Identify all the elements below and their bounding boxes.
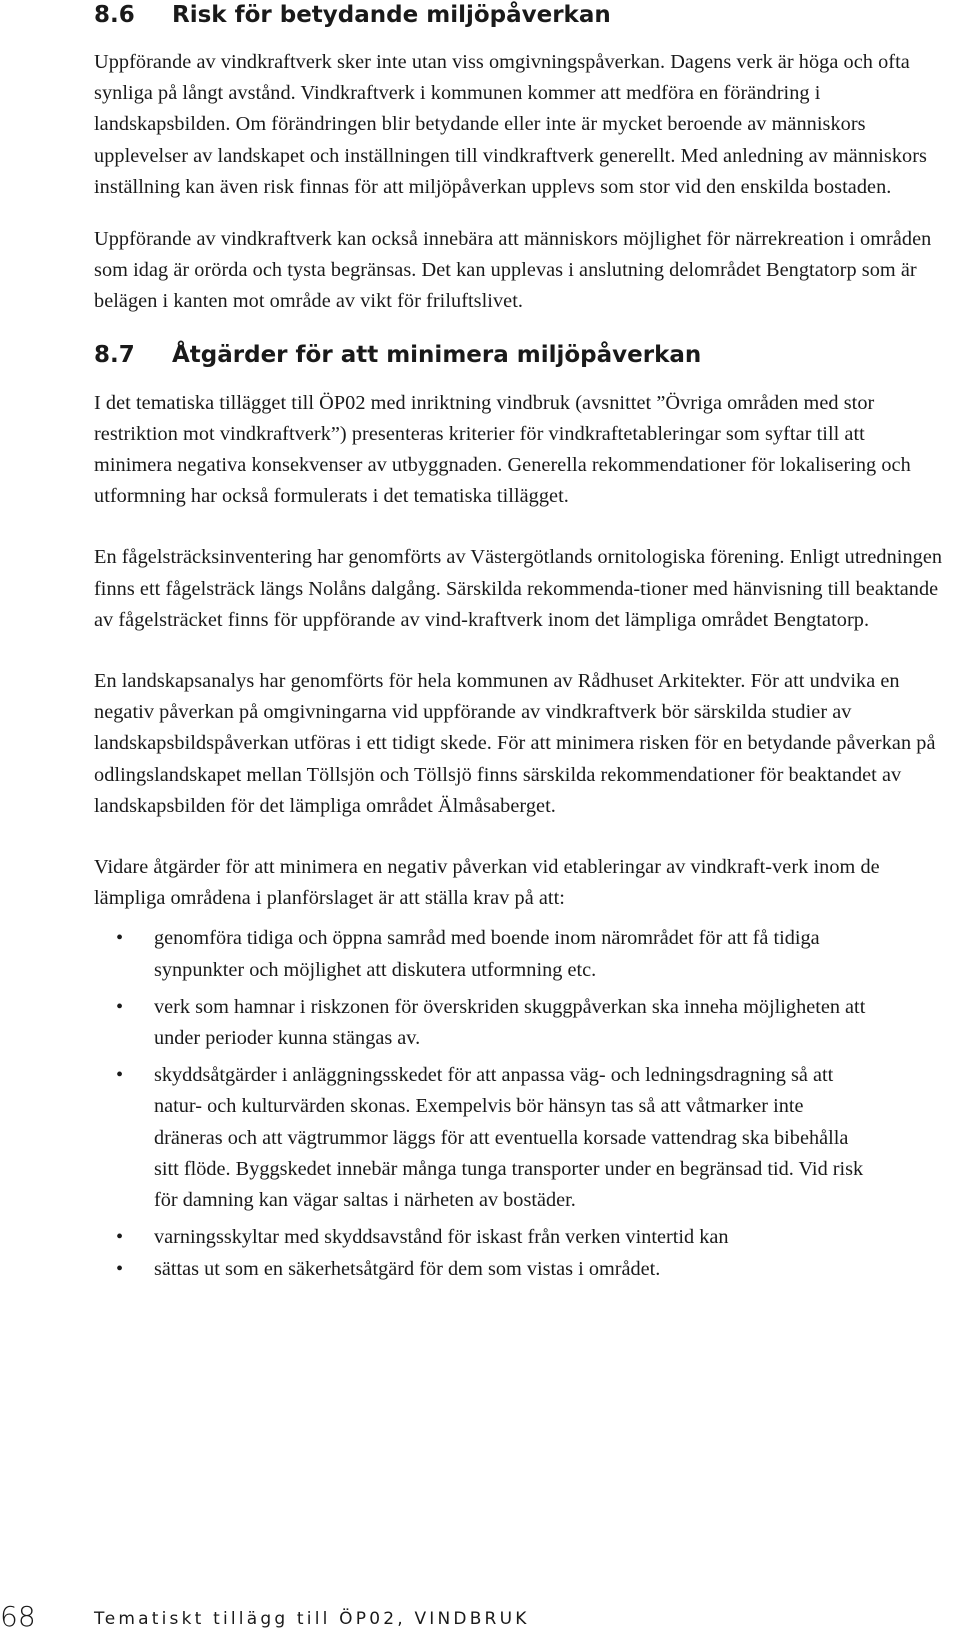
section-heading: [94, 0, 946, 30]
body-paragraph: Uppförande av vindkraftverk kan också innebära att människors möjlighet för närrekreation i områden som idag är orörda och tysta begränsas. Det kan upplevas i anslutning delområdet Bengtatorp som är belägen i kanten mot område av vikt för friluftslivet.: [94, 228, 932, 313]
list-item: [94, 1222, 874, 1253]
list-item: [94, 1254, 874, 1285]
section-number: 8.7: [94, 341, 135, 368]
bullet-icon: •: [116, 995, 124, 1018]
body-paragraph: I det tematiska tillägget till ÖP02 med inriktning vindbruk (avsnittet ”Övriga områden med stor restriktion mot vindkraftverk”) presenteras kriterier för vindkraftetableringar som syftar till att minimera negativa konsekvenser av utbyggnaden. Generella rekommendationer för lokalisering och utformning har också formulerats i det tematiska tillägget.: [94, 391, 911, 508]
page-footer: [0, 1600, 960, 1643]
body-paragraph: Uppförande av vindkraftverk sker inte utan viss omgivningspåverkan. Dagens verk är höga och ofta synliga på långt avstånd. Vindkraftverk i kommunen kommer att medföra en förändring i landskapsbilden. Om förändringen blir betydande eller inte är mycket beroende av människors upplevelser av landskapet och inställningen till vindkraftverk generellt. Med anledning av människors inställning kan även risk finnas för att miljöpåverkan upplevs som stor vid den enskilda bostaden.: [94, 51, 927, 198]
section-title: Risk för betydande miljöpåverkan: [172, 2, 611, 28]
body-paragraph: Vidare åtgärder för att minimera en negativ påverkan vid etableringar av vindkraft-verk inom de lämpliga områdena i planförslaget är att ställa krav på att:: [94, 856, 880, 910]
bullet-icon: •: [116, 1257, 124, 1280]
list-item: [94, 1060, 874, 1216]
bullet-icon: •: [116, 1064, 124, 1087]
section-number: 8.6: [94, 2, 135, 28]
list-item-text: verk som hamnar i riskzonen för överskriden skuggpåverkan ska inneha möjligheten att under perioder kunna stängas av.: [154, 995, 866, 1050]
list-item-text: skyddsåtgärder i anläggningsskedet för att anpassa väg- och ledningsdragning så att natur- och kulturvärden skonas. Exempelvis bör hänsyn tas så att våtmarker inte dräneras och att vägtrummor läggs för att eventuella korsade vattendrag ska bibehålla sitt flöde. Byggskedet innebär många tunga transporter under en begränsad tid. Vid risk för damning kan vägar saltas i närheten av bostäder.: [154, 1064, 864, 1212]
bullet-icon: •: [116, 1226, 124, 1249]
section-title: Åtgärder för att minimera miljöpåverkan: [172, 341, 702, 368]
list-item-text: genomföra tidiga och öppna samråd med boende inom närområdet för att få tidiga synpunkter och möjlighet att diskutera utformning etc.: [154, 927, 820, 981]
list-item: [94, 923, 874, 985]
body-paragraph: En fågelsträcksinventering har genomförts av Västergötlands ornitologiska förening. Enligt utredningen finns ett fågelsträck längs Nolåns dalgång. Särskilda rekommenda-tioner med hänvisning till beaktande av fågelsträcket finns för uppförande av vind-kraftverk inom det lämpliga området Bengtatorp.: [94, 546, 943, 631]
running-head: Tematiskt tillägg till ÖP02, VINDBRUK: [94, 1609, 530, 1629]
body-paragraph: En landskapsanalys har genomförts för hela kommunen av Rådhuset Arkitekter. För att undvika en negativ påverkan på omgivningarna vid uppförande av vindkraftverk bör särskilda studier av landskapsbildspåverkan utföras i ett tidigt skede. För att minimera risken för en betydande påverkan på odlingslandskapet mellan Töllsjön och Töllsjö finns särskilda rekommendationer för beaktandet av landskapsbilden för det lämpliga området Älmåsaberget.: [94, 670, 936, 817]
bullet-icon: •: [116, 927, 124, 950]
list-item-text: sättas ut som en säkerhetsåtgärd för dem som vistas i området.: [154, 1257, 661, 1280]
list-item-text: varningsskyltar med skyddsavstånd för iskast från verken vintertid kan: [154, 1226, 729, 1249]
section-8-6: [94, 0, 946, 318]
document-page: [94, 0, 946, 1291]
section-heading: [94, 340, 946, 370]
requirements-list: [94, 923, 946, 1284]
section-8-7: [94, 340, 946, 1285]
page-number: 68: [0, 1600, 36, 1633]
list-item: [94, 992, 874, 1054]
